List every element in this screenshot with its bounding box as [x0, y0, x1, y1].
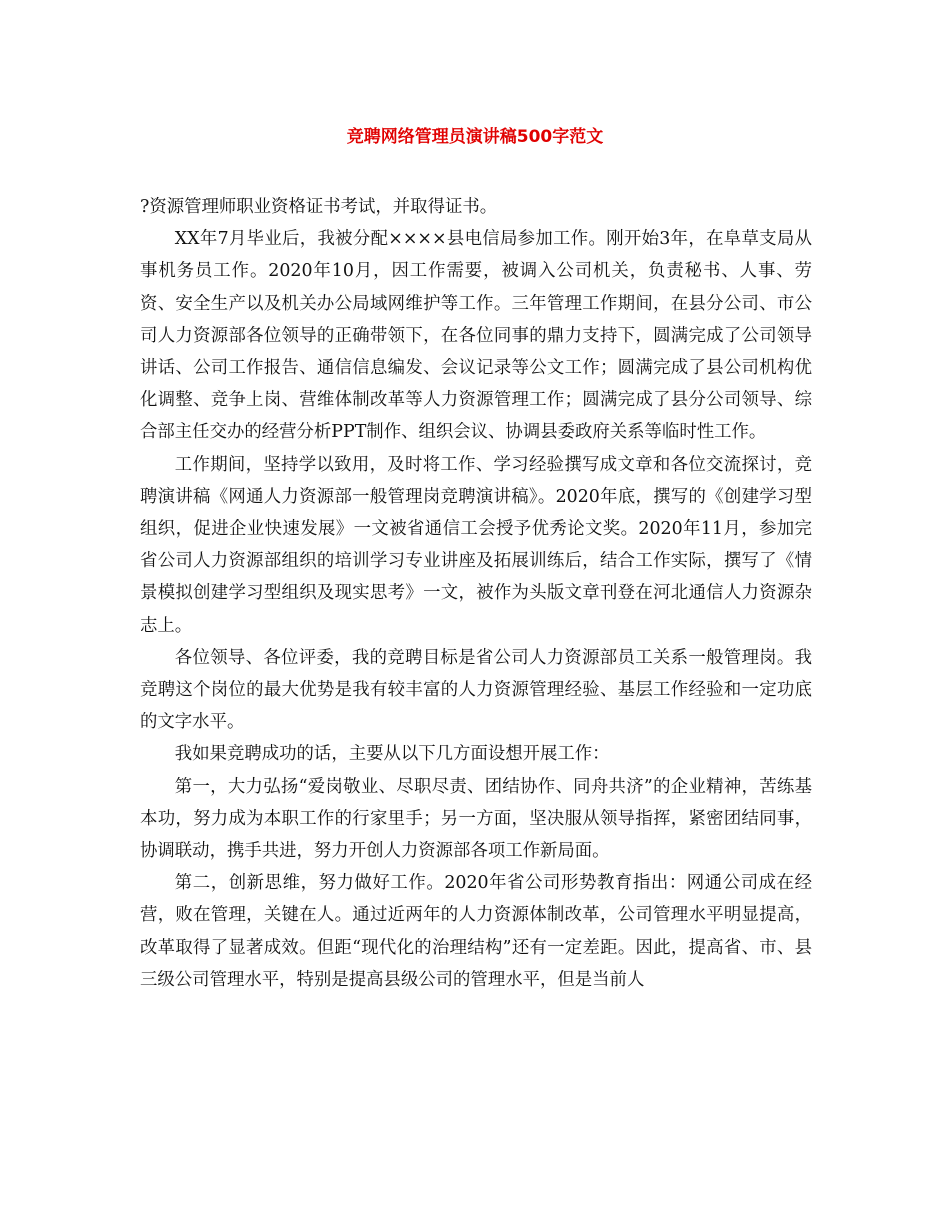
paragraph-3: 工作期间，坚持学以致用，及时将工作、学习经验撰写成文章和各位交流探讨，竞聘演讲稿《网通人力资源部一般管理岗竞聘演讲稿》。2020年底，撰写的《创建学习型组织，促进企业快速发展》一文被省通信工会授予优秀论文奖。2020年11月，参加完省公司人力资源部组织的培训学习专业讲座及拓展训练后，结合工作实际，撰写了《情景模拟创建学习型组织及现实思考》一文，被作为头版文章刊登在河北通信人力资源杂志上。 [140, 454, 812, 636]
document-title: 竞聘网络管理员演讲稿500字范文 [346, 127, 604, 147]
paragraph-1: ?资源管理师职业资格证书考试，并取得证书。 [140, 197, 498, 217]
paragraph-6: 第一，大力弘扬“爱岗敬业、尽职尽责、团结协作、同舟共济”的企业精神，苦练基本功，努力成为本职工作的行家里手；另一方面，坚决服从领导指挥，紧密团结同事，协调联动，携手共进，努力开创人力资源部各项工作新局面。 [140, 776, 812, 862]
document-body [140, 191, 812, 996]
paragraph-7: 第二，创新思维，努力做好工作。2020年省公司形势教育指出：网通公司成在经营，败在管理，关键在人。通过近两年的人力资源体制改革，公司管理水平明显提高，改革取得了显著成效。但距“现代化的治理结构”还有一定差距。因此，提高省、市、县三级公司管理水平，特别是提高县级公司的管理水平，但是当前人 [140, 873, 812, 990]
paragraph-2: XX年7月毕业后，我被分配××××县电信局参加工作。刚开始3年，在阜草支局从事机务员工作。2020年10月，因工作需要，被调入公司机关，负责秘书、人事、劳资、安全生产以及机关办公局域网维护等工作。三年管理工作期间，在县分公司、市公司人力资源部各位领导的正确带领下，在各位同事的鼎力支持下，圆满完成了公司领导讲话、公司工作报告、通信信息编发、会议记录等公文工作；圆满完成了县公司机构优化调整、竞争上岗、营维体制改革等人力资源管理工作；圆满完成了县分公司领导、综合部主任交办的经营分析PPT制作、组织会议、协调县委政府关系等临时性工作。 [140, 229, 812, 443]
paragraph-5: 我如果竞聘成功的话，主要从以下几方面设想开展工作： [174, 744, 610, 765]
paragraph-4: 各位领导、各位评委，我的竞聘目标是省公司人力资源部员工关系一般管理岗。我竞聘这个岗位的最大优势是我有较丰富的人力资源管理经验、基层工作经验和一定功底的文字水平。 [140, 647, 812, 733]
